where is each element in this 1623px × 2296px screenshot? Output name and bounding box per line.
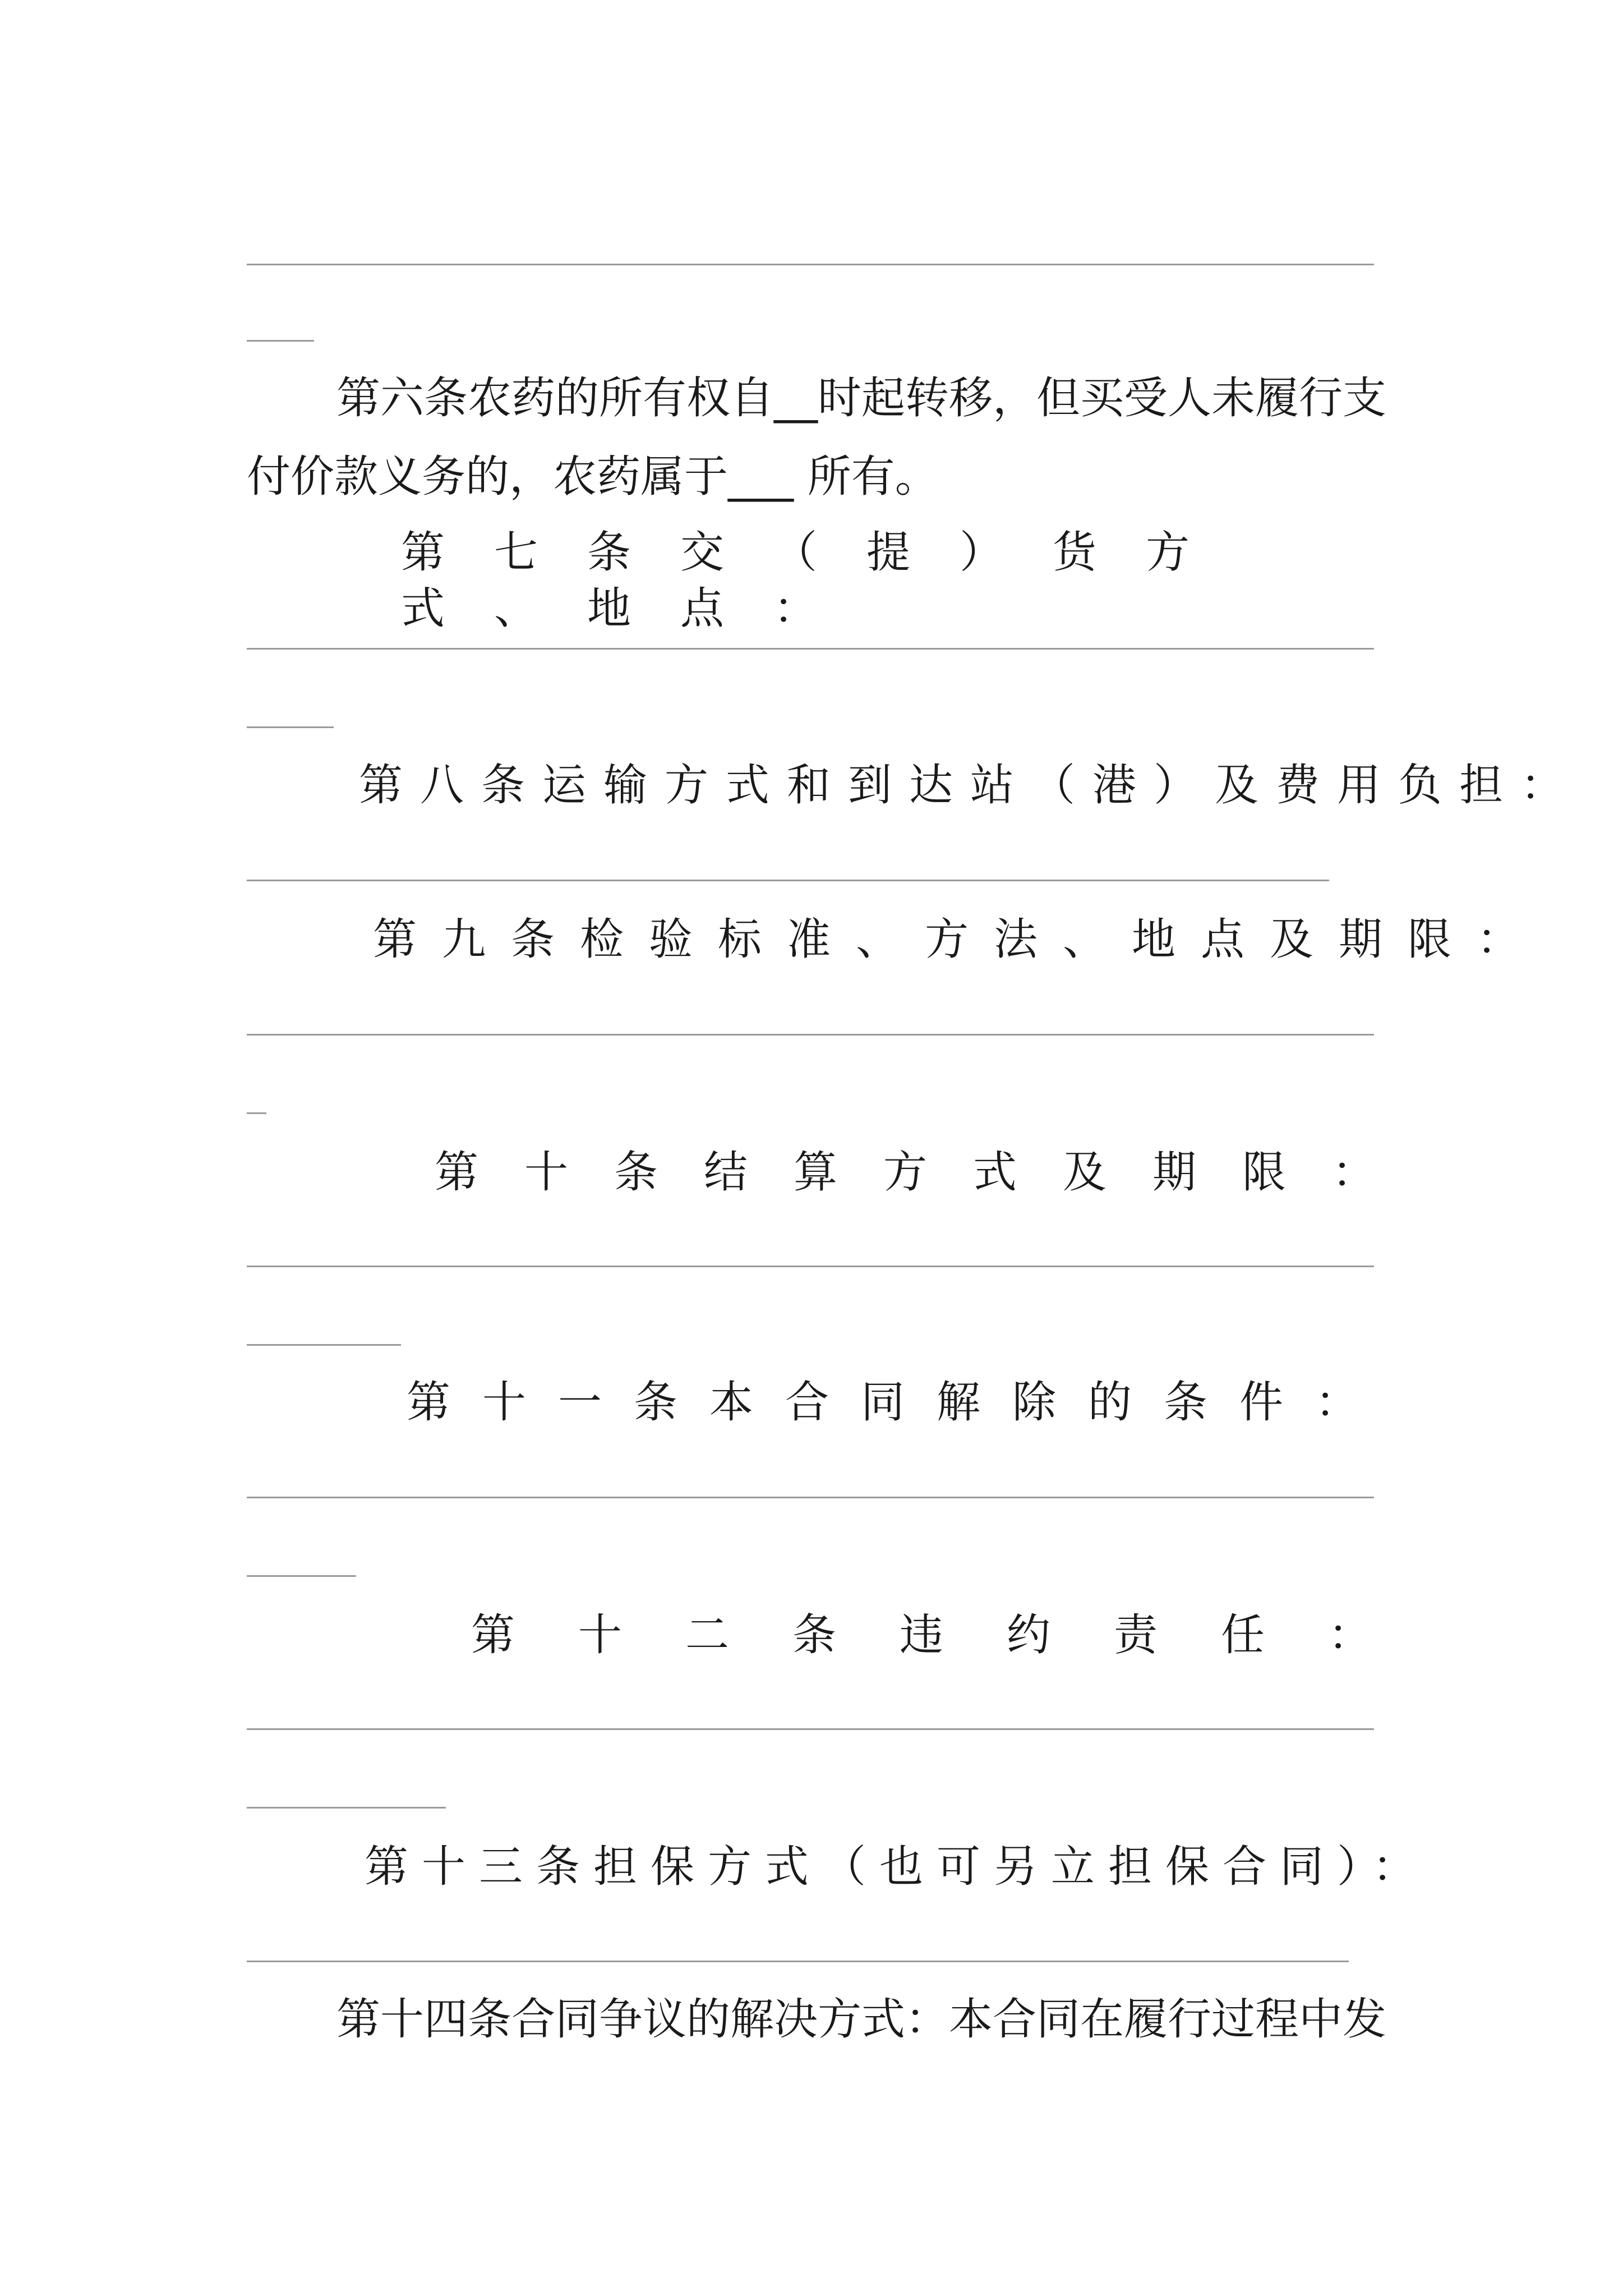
article-12-text: 第十二条违约责任： [471,1610,1436,1660]
article-11-heading [407,1374,1391,1430]
fill-line [247,880,1329,881]
article-14-line [336,1991,1386,2047]
article-6-text-a: 第六条农药的所有权自__时起转移，但买受人未履行支 [336,373,1387,424]
fill-line [247,1497,1374,1498]
article-10-text: 第十条结算方式及期限： [435,1147,1422,1198]
fill-line-short [247,1344,401,1346]
article-6-line-2 [247,449,939,505]
article-10-heading [435,1144,1422,1200]
article-11-text: 第十一条本合同解除的条件： [407,1377,1391,1428]
fill-line-short [247,340,314,342]
article-12-heading [471,1607,1435,1663]
article-7-text: 第七条交（提）货方式、地点： [401,527,1239,634]
fill-line [247,1266,1374,1267]
article-8-text: 第八条运输方式和到达站（港）及费用负担： [359,760,1582,811]
article-14-text: 第十四条合同争议的解决方式：本合同在履行过程中发 [336,1994,1387,2045]
fill-line-short [247,1575,356,1577]
fill-line [247,1728,1374,1730]
article-8-heading [359,757,1581,813]
article-13-text: 第十三条担保方式（也可另立担保合同）： [365,1842,1430,1892]
fill-line-short [247,726,334,728]
article-9-heading [373,912,1546,968]
fill-line [247,264,1374,265]
fill-line [247,1961,1349,1962]
article-9-text: 第九条检验标准、方法、地点及期限： [373,914,1546,965]
fill-line [247,648,1374,650]
article-6-line-1 [336,370,1386,426]
article-7-heading [401,524,1366,637]
fill-line-short [247,1112,266,1114]
fill-line [247,1034,1374,1036]
article-6-text-b: 付价款义务的，农药属于___ 所有。 [247,452,939,502]
article-13-heading [365,1839,1430,1895]
fill-line-short [247,1807,446,1809]
